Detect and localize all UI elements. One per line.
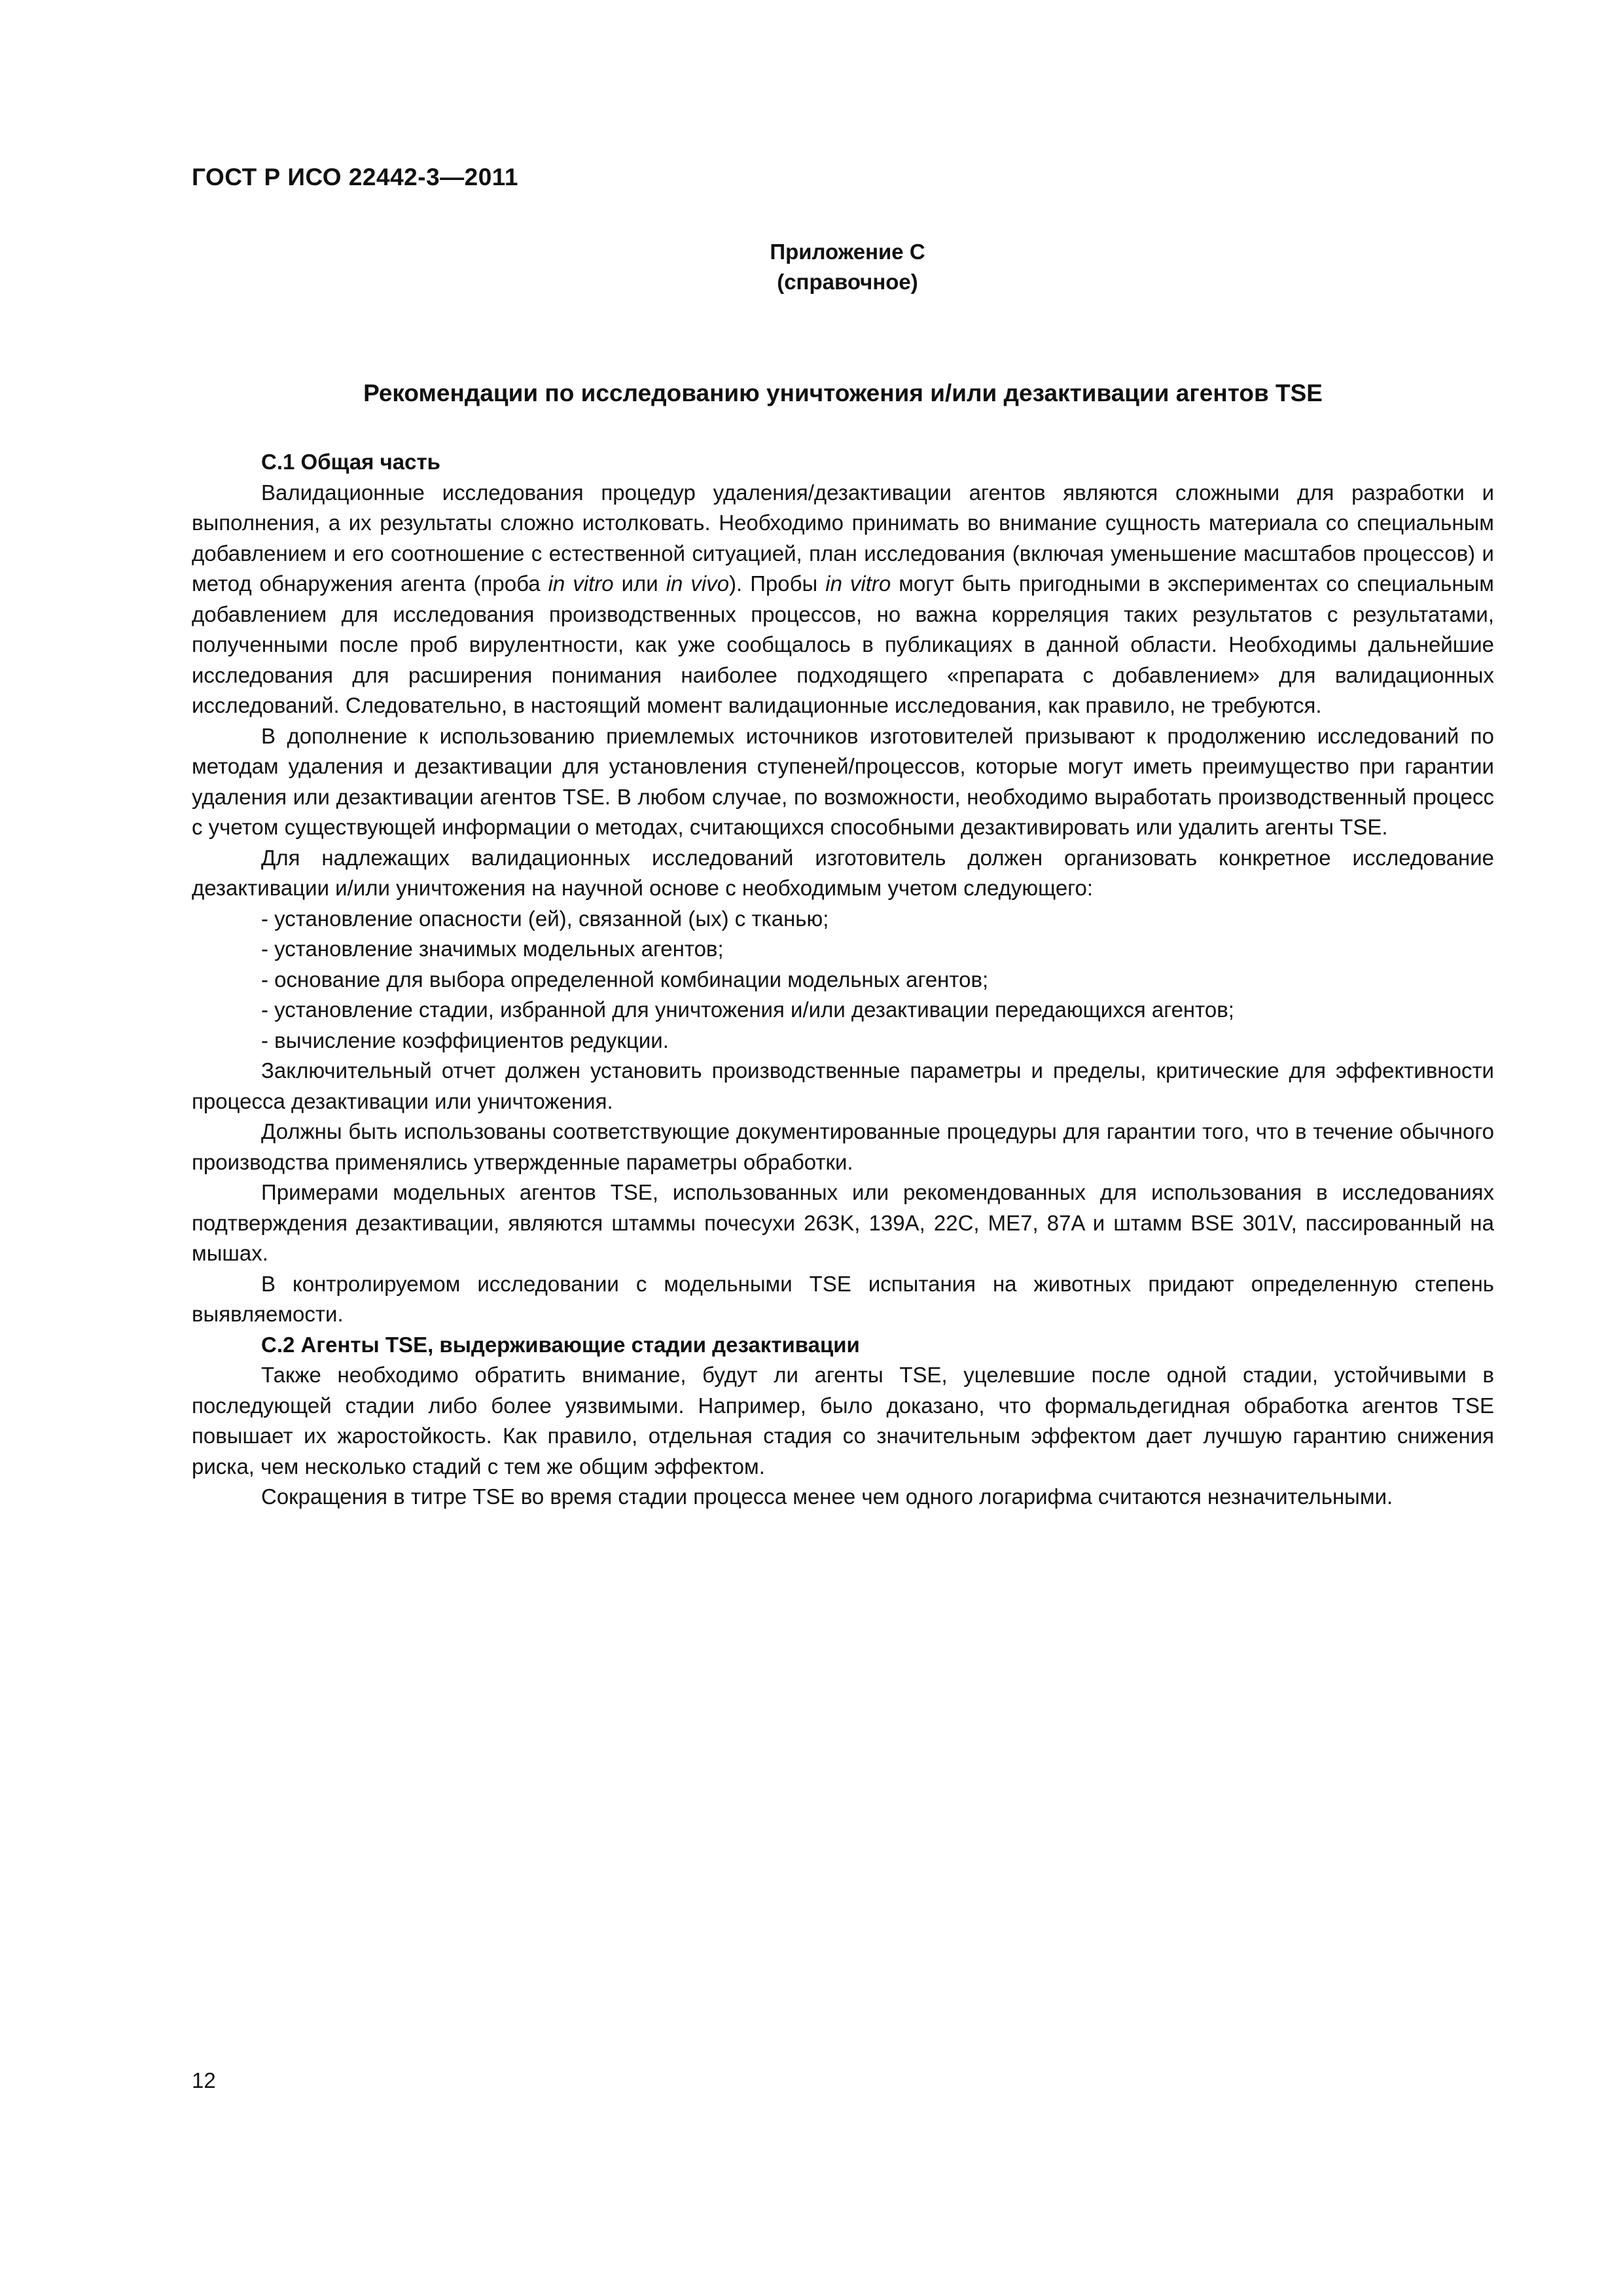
list-item: - вычисление коэффициентов редукции. <box>261 1028 669 1052</box>
paragraph <box>192 478 1494 721</box>
text-run: могут быть пригодными в экспериментах со специальным добавлением для исследования производственных процессов, но важна корреляция таких результатов с результатами, полученными после проб вирулентности, как уже сообщалось в публикациях в данной области. Необходимы дальнейшие исследования для расширения понимания наиболее подходящего «препарата с добавлением» для валидационных исследований. Следовательно, в настоящий момент валидационные исследования, как правило, не требуются. <box>192 571 1494 717</box>
paragraph: Должны быть использованы соответствующие документированные процедуры для гарантии того, что в течение обычного производства применялись утвержденные параметры обработки. <box>192 1119 1494 1174</box>
paragraph: В контролируемом исследовании с модельными TSE испытания на животных придают определенную степень выявляемости. <box>192 1271 1494 1326</box>
italic-term: in vitro <box>548 571 614 596</box>
standard-designation: ГОСТ Р ИСО 22442-3—2011 <box>192 164 518 190</box>
annex-label: Приложение С <box>770 240 925 264</box>
italic-term: in vivo <box>666 571 730 596</box>
list-item: - установление стадии, избранной для уничтожения и/или дезактивации передающихся агентов; <box>261 997 1234 1022</box>
section-heading-c2: С.2 Агенты TSE, выдерживающие стадии дезактивации <box>261 1332 860 1357</box>
document-body <box>192 447 1494 1513</box>
list-item: - установление значимых модельных агентов; <box>261 937 724 961</box>
list-item: - основание для выбора определенной комбинации модельных агентов; <box>261 967 989 992</box>
paragraph: Сокращения в титре TSE во время стадии процесса менее чем одного логарифма считаются незначительными. <box>261 1484 1393 1509</box>
page-number: 12 <box>192 2068 216 2092</box>
paragraph: Заключительный отчет должен установить производственные параметры и пределы, критические для эффективности процесса дезактивации или уничтожения. <box>192 1058 1494 1113</box>
annex-type: (справочное) <box>777 270 918 294</box>
paragraph: В дополнение к использованию приемлемых источников изготовителей призывают к продолжению исследований по методам удаления и дезактивации для установления ступеней/процессов, которые могут иметь преимущество при гарантии удаления или дезактивации агентов TSE. В любом случае, по возможности, необходимо выработать производственный процесс с учетом существующей информации о методах, считающихся способными дезактивировать или удалить агенты TSE. <box>192 723 1494 839</box>
paragraph: Примерами модельных агентов TSE, использованных или рекомендованных для использования в исследованиях подтверждения дезактивации, являются штаммы почесухи 263K, 139A, 22C, ME7, 87A и штамм BSE 301V, пассированный на мышах. <box>192 1180 1494 1265</box>
section-heading-c1: С.1 Общая часть <box>261 450 440 474</box>
list-item: - установление опасности (ей), связанной (ых) с тканью; <box>261 906 829 931</box>
paragraph: Для надлежащих валидационных исследований изготовитель должен организовать конкретное исследование дезактивации и/или уничтожения на научной основе с необходимым учетом следующего: <box>192 845 1494 900</box>
italic-term: in vitro <box>825 571 891 596</box>
annex-heading <box>664 237 1031 297</box>
annex-title: Рекомендации по исследованию уничтожения и/или дезактивации агентов TSE <box>363 380 1323 406</box>
text-run: или <box>613 571 666 596</box>
text-run: Валидационные исследования процедур удаления/дезактивации агентов являются сложными для разработки и выполнения, а их результаты сложно истолковать. Необходимо принимать во внимание сущность материала со специальным добавлением и его соотношение с естественной ситуацией, план исследования (включая уменьшение масштабов процессов) и метод обнаружения агента (проба <box>192 480 1494 596</box>
paragraph: Также необходимо обратить внимание, будут ли агенты TSE, уцелевшие после одной стадии, устойчивыми в последующей стадии либо более уязвимыми. Например, было доказано, что формальдегидная обработка агентов TSE повышает их жаростойкость. Как правило, отдельная стадия со значительным эффектом дает лучшую гарантию снижения риска, чем несколько стадий с тем же общим эффектом. <box>192 1363 1494 1479</box>
text-run: ). Пробы <box>729 571 826 596</box>
